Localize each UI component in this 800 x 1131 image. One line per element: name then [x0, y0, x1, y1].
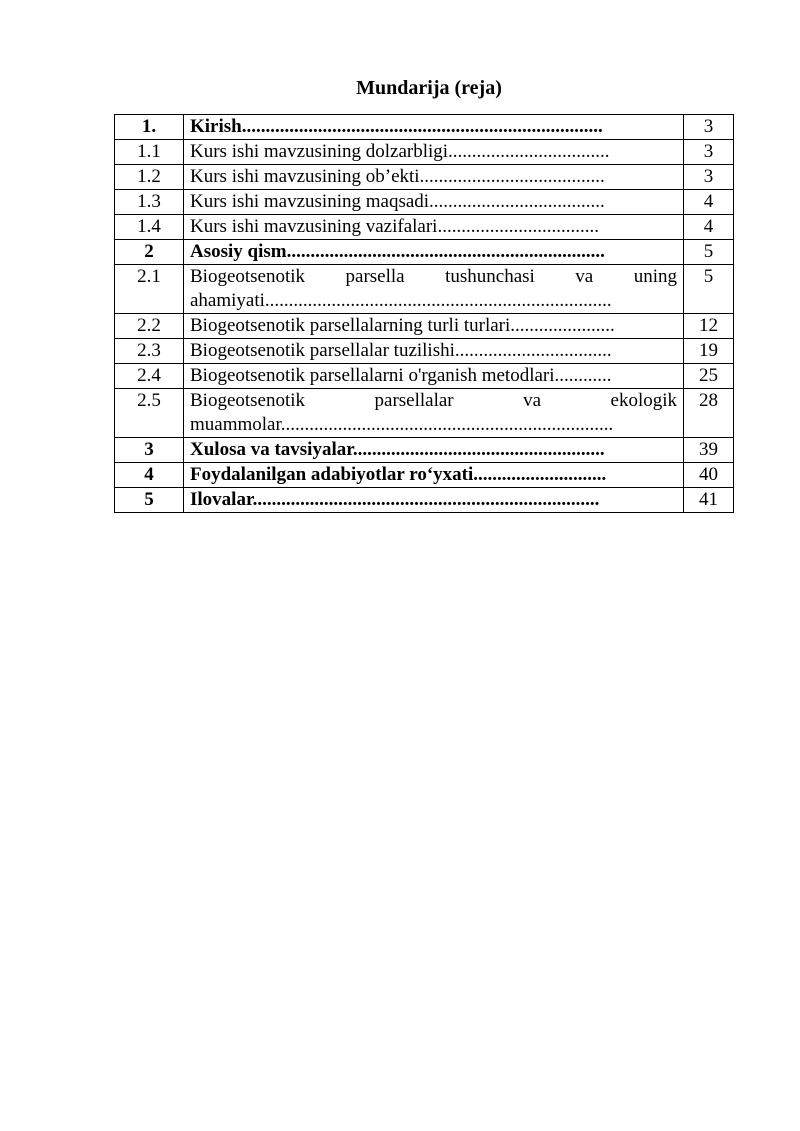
- page-number: 4: [684, 190, 734, 215]
- section-title: Ilovalar.........................................................................: [184, 488, 684, 513]
- section-title: Biogeotsenotik parsellalarning turli turlari......................: [184, 314, 684, 339]
- toc-row: [115, 438, 734, 463]
- toc-row: [115, 488, 734, 513]
- section-title: Kurs ishi mavzusining maqsadi.....................................: [184, 190, 684, 215]
- toc-row: [115, 240, 734, 265]
- section-title: Biogeotsenotik parsellalarni o'rganish metodlari............: [184, 364, 684, 389]
- page-number: 3: [684, 115, 734, 140]
- toc-row: [115, 265, 734, 314]
- toc-row: [115, 215, 734, 240]
- page-number: 4: [684, 215, 734, 240]
- toc-row: [115, 364, 734, 389]
- section-title: Kurs ishi mavzusining vazifalari..................................: [184, 215, 684, 240]
- section-title: Foydalanilgan adabiyotlar ro‘yxati............................: [184, 463, 684, 488]
- toc-row: [115, 165, 734, 190]
- page-number: 3: [684, 140, 734, 165]
- section-number: 2: [115, 240, 184, 265]
- page-number: 28: [684, 389, 734, 438]
- toc-row: [115, 463, 734, 488]
- page-number: 3: [684, 165, 734, 190]
- page-number: 40: [684, 463, 734, 488]
- page-number: 25: [684, 364, 734, 389]
- section-number: 2.5: [115, 389, 184, 438]
- section-title: Xulosa va tavsiyalar.....................................................: [184, 438, 684, 463]
- page-number: 5: [684, 265, 734, 314]
- toc-row: [115, 389, 734, 438]
- section-title: Kurs ishi mavzusining dolzarbligi..................................: [184, 140, 684, 165]
- section-number: 5: [115, 488, 184, 513]
- section-number: 2.2: [115, 314, 184, 339]
- section-title: Kirish............................................................................: [184, 115, 684, 140]
- section-title: Asosiy qism...................................................................: [184, 240, 684, 265]
- section-title: Biogeotsenotik parsellalar tuzilishi.................................: [184, 339, 684, 364]
- toc-row: [115, 190, 734, 215]
- page-title: Mundarija (reja): [356, 77, 502, 99]
- toc-row: [115, 140, 734, 165]
- section-number: 2.4: [115, 364, 184, 389]
- section-number: 2.1: [115, 265, 184, 314]
- page-number: 41: [684, 488, 734, 513]
- toc-row: [115, 339, 734, 364]
- section-number: 1.4: [115, 215, 184, 240]
- section-title: Biogeotsenotik parsella tushunchasi va uning ahamiyati.........................................................................: [184, 265, 684, 314]
- section-number: 2.3: [115, 339, 184, 364]
- section-title: Kurs ishi mavzusining ob’ekti.......................................: [184, 165, 684, 190]
- section-number: 4: [115, 463, 184, 488]
- page-number: 39: [684, 438, 734, 463]
- page-number: 19: [684, 339, 734, 364]
- section-number: 3: [115, 438, 184, 463]
- section-number: 1.3: [115, 190, 184, 215]
- table-of-contents: [114, 114, 734, 513]
- toc-row: [115, 115, 734, 140]
- page-number: 12: [684, 314, 734, 339]
- page-number: 5: [684, 240, 734, 265]
- section-number: 1.: [115, 115, 184, 140]
- section-number: 1.2: [115, 165, 184, 190]
- toc-row: [115, 314, 734, 339]
- section-title: Biogeotsenotik parsellalar va ekologik muammolar......................................................................: [184, 389, 684, 438]
- section-number: 1.1: [115, 140, 184, 165]
